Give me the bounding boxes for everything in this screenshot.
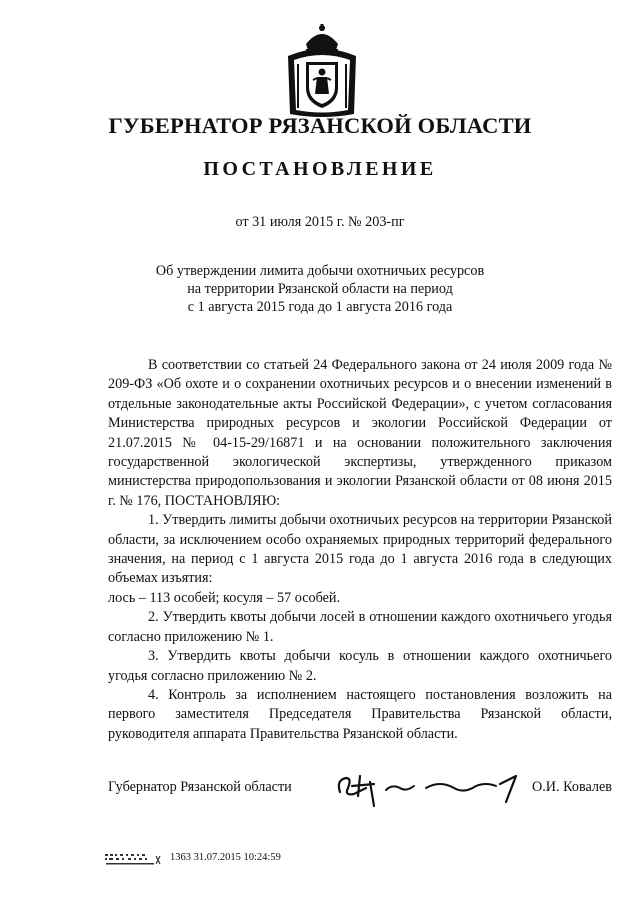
document-type: ПОСТАНОВЛЕНИЕ [203, 158, 437, 180]
subject-line: Об утверждении лимита добычи охотничьих ресурсов [155, 263, 485, 279]
preamble-paragraph: В соответствии со статьей 24 Федерального закона от 24 июля 2009 года № 209-ФЗ «Об охоте и о сохранении охотничьих ресурсов и о внесении изменений в отдельные законодательные акты Российской Федерации», с учетом согласования Министерства природных ресурсов и экологии Российской Федерации от 21.07.2015 № 04-15-29/16871 и на основании положительного заключения государственной экологической экспертизы, утвержденного приказом министерства природопользования и экологии Рязанской области от 08 июня 2015 г. № 176, ПОСТАНОВЛЯЮ: [108, 357, 612, 509]
document-body [108, 356, 612, 744]
subject-line: с 1 августа 2015 года до 1 августа 2016 года [187, 299, 453, 315]
coat-of-arms-icon [284, 22, 360, 120]
signatory-name: О.И. Ковалев [532, 779, 612, 795]
item-1-values: лось – 113 особей; косуля – 57 особей. [108, 589, 341, 606]
document-subject [0, 262, 640, 316]
subject-line: на территории Рязанской области на период [187, 281, 453, 297]
signatory-title: Губернатор Рязанской области [108, 779, 292, 795]
registration-number: 1363 31.07.2015 10:24:59 [170, 852, 281, 863]
document-date-number: от 31 июля 2015 г. № 203-пг [235, 214, 405, 230]
issuing-authority: ГУБЕРНАТОР РЯЗАНСКОЙ ОБЛАСТИ [108, 113, 532, 138]
registration-stamp-icon [104, 852, 162, 868]
item-3-paragraph: 3. Утвердить квоты добычи косуль в отношении каждого охотничьего угодья согласно приложению № 2. [108, 648, 612, 684]
handwritten-signature [330, 766, 528, 808]
item-1-paragraph: 1. Утвердить лимиты добычи охотничьих ресурсов на территории Рязанской области, за исключением особо охраняемых природных территорий федерального значения, на период с 1 августа 2015 года до 1 августа 2016 года в следующих объемах изъятия: [108, 512, 612, 587]
item-2-paragraph: 2. Утвердить квоты добычи лосей в отношении каждого охотничьего угодья согласно приложению № 1. [108, 609, 612, 645]
item-4-paragraph: 4. Контроль за исполнением настоящего постановления возложить на первого заместителя Председателя Правительства Рязанской области, руководителя аппарата Правительства Рязанской области. [108, 686, 612, 742]
